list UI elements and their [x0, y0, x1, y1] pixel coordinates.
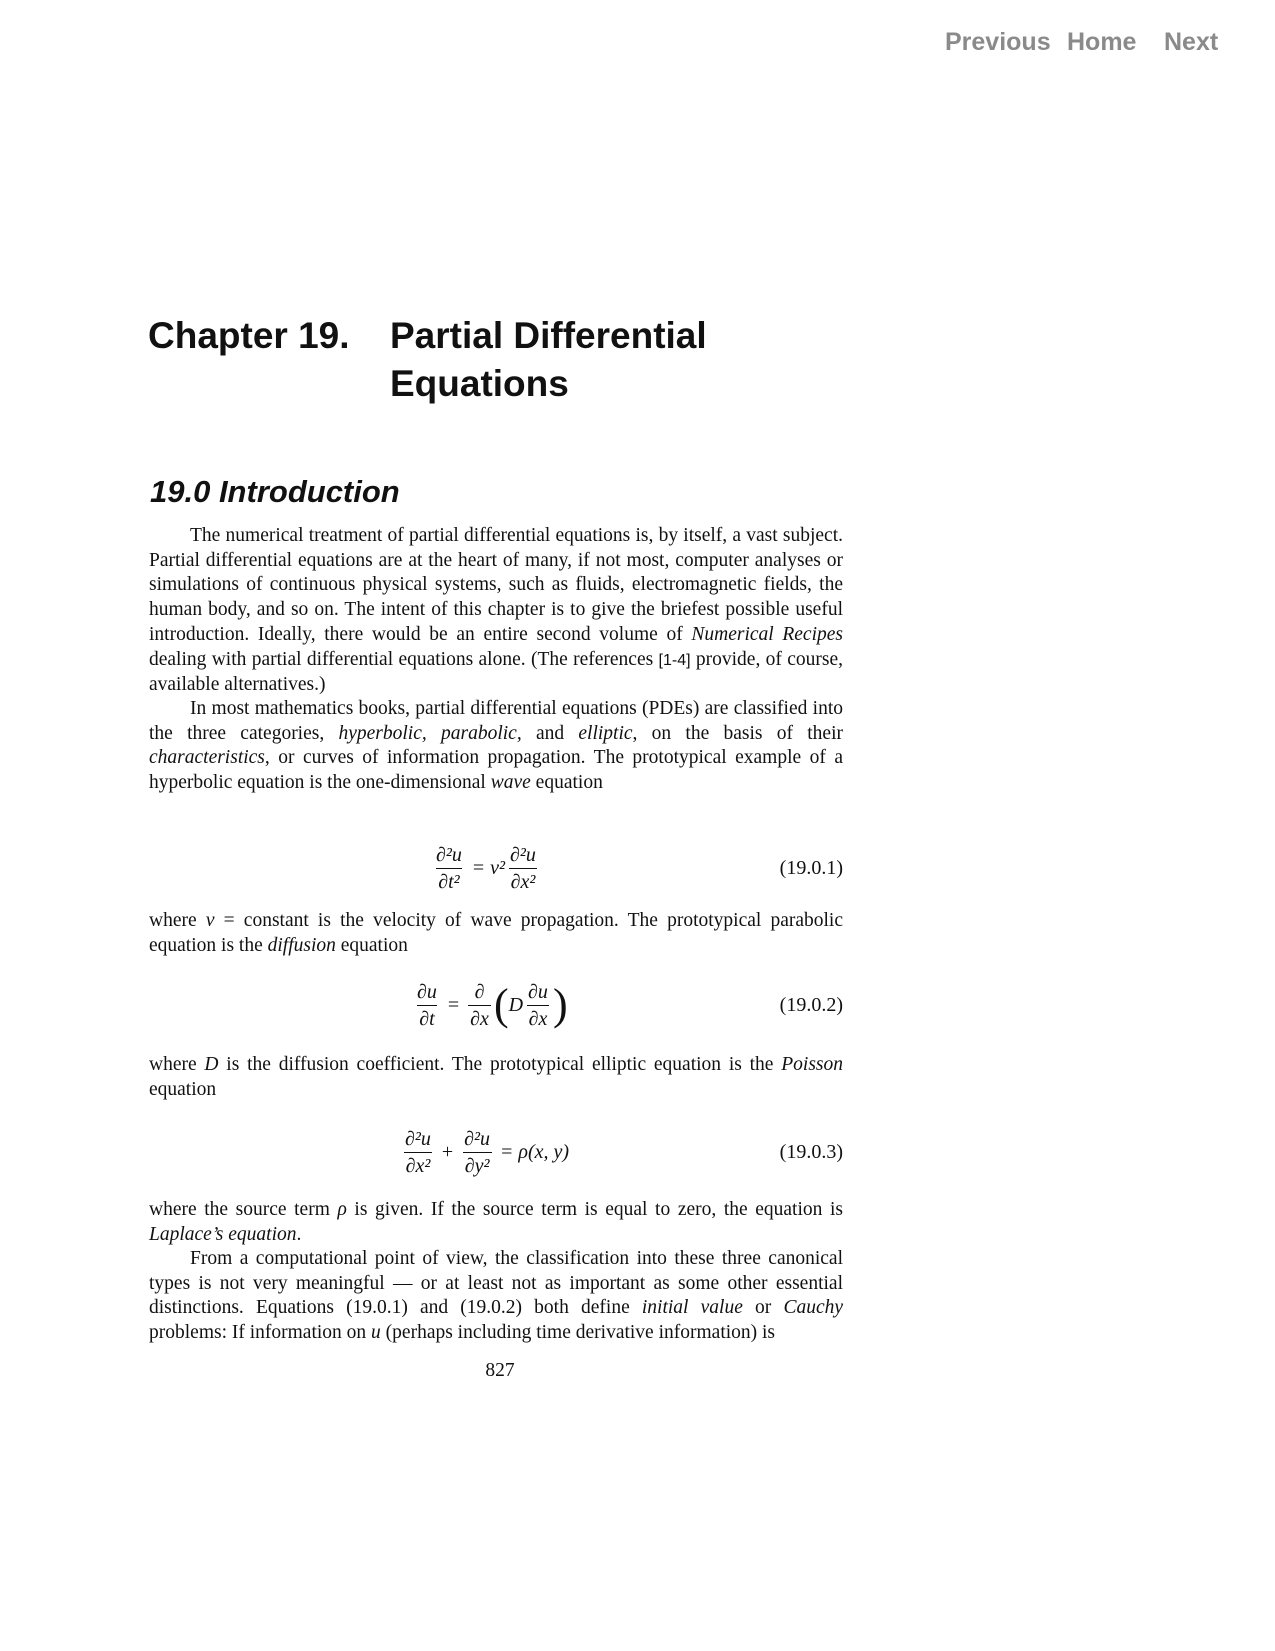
- paragraph-5: [149, 1198, 843, 1247]
- paragraph-2: [149, 697, 843, 796]
- equation-number: (19.0.2): [779, 993, 843, 1016]
- text-run: The numerical treatment of partial differential equations is, by itself, a vast subject. Partial differential equations are at the heart of many, if not most, computer analyses or simulations of continuous physical systems, such as fluids, electromagnetic fields, the human body, and so on. The intent of this chapter is to give the briefest possible useful introduction. Ideally, there would be an entire second volume of: [149, 525, 843, 645]
- numerator: ∂²u: [405, 1127, 431, 1150]
- text-run: where the source term: [149, 1199, 338, 1220]
- emphasis: characteristics: [149, 747, 265, 769]
- next-link[interactable]: Next: [1164, 28, 1219, 56]
- equation-number: (19.0.1): [779, 856, 843, 879]
- equals-sign: =: [447, 993, 460, 1016]
- text-run: = constant is the velocity of wave propagation. The prototypical parabolic equation is the: [149, 910, 844, 956]
- plus-sign: +: [441, 1140, 454, 1163]
- text-run: where: [149, 910, 206, 931]
- paragraph-1: [149, 524, 843, 698]
- math-variable: u: [371, 1322, 381, 1344]
- fraction: [415, 980, 439, 1031]
- paragraph-4: [149, 1053, 843, 1102]
- emphasis: hyperbolic, parabolic,: [338, 722, 522, 744]
- math-variable: D: [204, 1054, 219, 1075]
- equation-19-0-1: [149, 838, 843, 898]
- text-run: In most mathematics books, partial differential equations (PDEs) are classified into the three categories,: [149, 698, 843, 744]
- denominator: ∂t: [417, 1005, 436, 1031]
- page-number: 827: [485, 1360, 515, 1381]
- numerator: ∂²u: [464, 1127, 491, 1150]
- text-run: and: [521, 722, 579, 744]
- coefficient: D: [508, 993, 524, 1016]
- right-paren: ): [552, 980, 568, 1029]
- fraction: [434, 843, 464, 894]
- text-run: where: [149, 1054, 205, 1075]
- emphasis: elliptic: [578, 722, 633, 744]
- denominator: ∂y²: [463, 1152, 492, 1178]
- denominator: ∂x: [527, 1005, 550, 1031]
- paragraph-3: [149, 909, 843, 958]
- emphasis: Laplace’s equation: [149, 1223, 297, 1245]
- text-run: .: [296, 1223, 302, 1245]
- numerator: ∂u: [417, 980, 437, 1003]
- section-title: 19.0 Introduction: [150, 474, 400, 509]
- fraction: [403, 1127, 433, 1178]
- text-run: is the diffusion coefficient. The prototypical elliptic equation is the: [218, 1054, 782, 1075]
- text-run: , on the basis of their: [632, 722, 844, 744]
- text-run: dealing with partial differential equations alone. (The references: [149, 648, 659, 670]
- numerator: ∂: [474, 980, 485, 1003]
- text-run: equation: [530, 772, 603, 794]
- numerator: ∂²u: [510, 843, 536, 866]
- denominator: ∂t²: [436, 868, 461, 894]
- left-paren: (: [493, 980, 509, 1029]
- emphasis: initial value: [641, 1297, 743, 1319]
- emphasis: wave: [490, 772, 531, 794]
- fraction: [526, 980, 550, 1031]
- denominator: ∂x²: [404, 1152, 433, 1178]
- numerator: ∂²u: [436, 843, 462, 866]
- text-run: is given. If the source term is equal to zero, the equation is: [346, 1199, 843, 1220]
- emphasis: Poisson: [781, 1054, 843, 1075]
- equation-19-0-3: [149, 1122, 843, 1182]
- text-run: equation: [149, 1078, 217, 1100]
- text-run: (perhaps including time derivative information) is: [380, 1322, 776, 1344]
- chapter-number: Chapter 19.: [148, 315, 350, 356]
- text-run: or: [742, 1297, 784, 1319]
- coefficient: v²: [490, 856, 506, 879]
- emphasis: diffusion: [267, 934, 336, 956]
- text-run: equation: [335, 934, 408, 956]
- equation-body: [412, 975, 568, 1035]
- text-run: provide, of course, available alternatives.): [149, 648, 843, 696]
- equation-number: (19.0.3): [779, 1140, 843, 1163]
- book-title: Numerical Recipes: [691, 623, 843, 645]
- equals-sign: =: [501, 1140, 513, 1163]
- denominator: ∂x²: [509, 868, 538, 894]
- text-run: , or curves of information propagation. The prototypical example of a hyperbolic equation is the one-dimensional: [149, 747, 843, 794]
- right-hand-side: ρ(x, y): [518, 1140, 570, 1163]
- paragraph-6: [149, 1247, 843, 1346]
- emphasis: Cauchy: [783, 1297, 844, 1319]
- denominator: ∂x: [468, 1005, 491, 1031]
- text-run: problems: If information on: [149, 1322, 372, 1344]
- chapter-title: Partial Differential Equations: [390, 315, 707, 404]
- text-run: From a computational point of view, the classification into these three canonical types is not very meaningful — or at least not as important as some other essential distinctions. Equations (19.0.1) and (19.0.2) both define: [149, 1248, 843, 1319]
- math-variable: ρ: [337, 1199, 347, 1220]
- top-navigation: [945, 28, 1235, 68]
- equation-19-0-2: [149, 975, 843, 1035]
- numerator: ∂u: [528, 980, 548, 1003]
- fraction: [462, 1127, 492, 1178]
- reference-citation: [1-4]: [658, 651, 691, 669]
- equals-sign: =: [472, 856, 485, 879]
- math-variable: v: [205, 910, 215, 931]
- home-link[interactable]: Home: [1067, 28, 1137, 56]
- equation-body: [431, 838, 541, 898]
- previous-link[interactable]: Previous: [945, 28, 1051, 56]
- fraction: [508, 843, 538, 894]
- equation-body: [400, 1122, 569, 1182]
- fraction: [468, 980, 491, 1031]
